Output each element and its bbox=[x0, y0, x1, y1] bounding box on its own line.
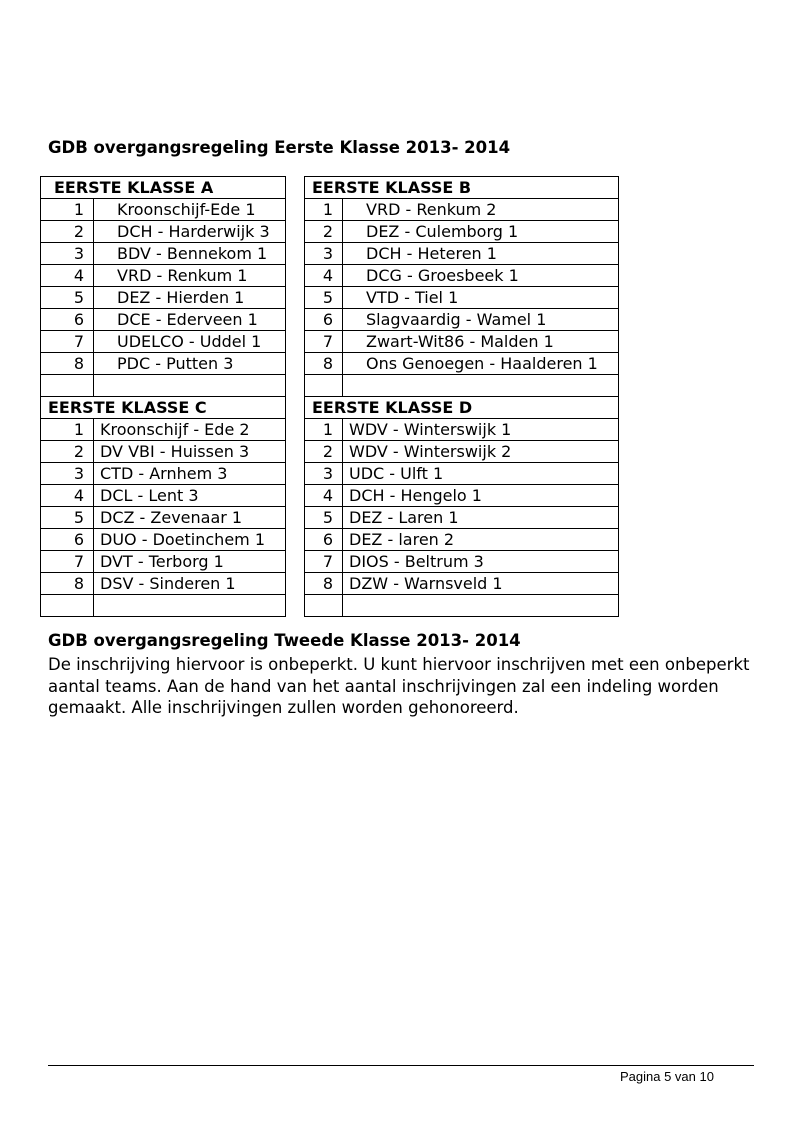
table-header-row bbox=[41, 177, 619, 199]
rank-cell: 3 bbox=[41, 463, 94, 485]
table-row bbox=[41, 551, 619, 573]
empty-cell bbox=[41, 595, 94, 617]
rank-cell: 2 bbox=[305, 441, 343, 463]
team-cell: DVT - Terborg 1 bbox=[94, 551, 286, 573]
team-cell: DEZ - Laren 1 bbox=[343, 507, 619, 529]
team-cell: DEZ - Culemborg 1 bbox=[343, 221, 619, 243]
rank-cell: 6 bbox=[41, 529, 94, 551]
column-gap bbox=[286, 485, 305, 507]
rank-cell: 4 bbox=[305, 265, 343, 287]
column-gap bbox=[286, 419, 305, 441]
rank-cell: 5 bbox=[305, 507, 343, 529]
team-cell: DCZ - Zevenaar 1 bbox=[94, 507, 286, 529]
rank-cell: 5 bbox=[41, 287, 94, 309]
rank-cell: 6 bbox=[305, 309, 343, 331]
column-gap bbox=[286, 177, 305, 199]
rank-cell: 2 bbox=[41, 441, 94, 463]
team-cell: Zwart-Wit86 - Malden 1 bbox=[343, 331, 619, 353]
rank-cell: 3 bbox=[41, 243, 94, 265]
column-gap bbox=[286, 353, 305, 375]
section-paragraph: De inschrijving hiervoor is onbeperkt. U kunt hiervoor inschrijven met een onbeperkt aantal teams. Aan de hand van het aantal inschrijvingen zal een indeling worden gemaakt. Alle inschrijvingen zullen worden gehonoreerd. bbox=[48, 655, 750, 717]
team-cell: VRD - Renkum 2 bbox=[343, 199, 619, 221]
table-row bbox=[41, 287, 619, 309]
team-cell: DCH - Harderwijk 3 bbox=[94, 221, 286, 243]
empty-cell bbox=[94, 595, 286, 617]
team-cell: BDV - Bennekom 1 bbox=[94, 243, 286, 265]
page-number: Pagina 5 van 10 bbox=[620, 1069, 714, 1084]
table-row bbox=[41, 221, 619, 243]
team-cell: VTD - Tiel 1 bbox=[343, 287, 619, 309]
team-cell: CTD - Arnhem 3 bbox=[94, 463, 286, 485]
table-row bbox=[41, 353, 619, 375]
column-gap bbox=[286, 375, 305, 397]
empty-cell bbox=[343, 375, 619, 397]
table-row bbox=[41, 199, 619, 221]
rank-cell: 6 bbox=[41, 309, 94, 331]
column-gap bbox=[286, 309, 305, 331]
rank-cell: 3 bbox=[305, 463, 343, 485]
team-cell: UDC - Ulft 1 bbox=[343, 463, 619, 485]
table-header-row bbox=[41, 397, 619, 419]
table-row bbox=[41, 265, 619, 287]
rank-cell: 4 bbox=[305, 485, 343, 507]
team-cell: DCE - Ederveen 1 bbox=[94, 309, 286, 331]
group-header-c: EERSTE KLASSE C bbox=[41, 397, 286, 419]
team-cell: DUO - Doetinchem 1 bbox=[94, 529, 286, 551]
column-gap bbox=[286, 529, 305, 551]
column-gap bbox=[286, 199, 305, 221]
table-row bbox=[41, 419, 619, 441]
column-gap bbox=[286, 441, 305, 463]
rank-cell: 8 bbox=[41, 353, 94, 375]
team-cell: UDELCO - Uddel 1 bbox=[94, 331, 286, 353]
rank-cell: 6 bbox=[305, 529, 343, 551]
rank-cell: 5 bbox=[305, 287, 343, 309]
rank-cell: 8 bbox=[305, 573, 343, 595]
team-cell: WDV - Winterswijk 1 bbox=[343, 419, 619, 441]
rank-cell: 8 bbox=[305, 353, 343, 375]
team-cell: VRD - Renkum 1 bbox=[94, 265, 286, 287]
team-cell: DCH - Heteren 1 bbox=[343, 243, 619, 265]
rank-cell: 7 bbox=[305, 551, 343, 573]
table-row bbox=[41, 485, 619, 507]
column-gap bbox=[286, 551, 305, 573]
table-row bbox=[41, 331, 619, 353]
team-cell: Slagvaardig - Wamel 1 bbox=[343, 309, 619, 331]
rank-cell: 5 bbox=[41, 507, 94, 529]
empty-cell bbox=[41, 375, 94, 397]
group-header-d: EERSTE KLASSE D bbox=[305, 397, 619, 419]
team-cell: DCL - Lent 3 bbox=[94, 485, 286, 507]
column-gap bbox=[286, 331, 305, 353]
table-row bbox=[41, 573, 619, 595]
page-title: GDB overgangsregeling Eerste Klasse 2013- 2014 bbox=[48, 138, 511, 157]
team-cell: DEZ - laren 2 bbox=[343, 529, 619, 551]
klasse-table bbox=[40, 176, 619, 617]
rank-cell: 7 bbox=[41, 331, 94, 353]
team-cell: PDC - Putten 3 bbox=[94, 353, 286, 375]
table-row bbox=[41, 463, 619, 485]
column-gap bbox=[286, 221, 305, 243]
empty-cell bbox=[94, 375, 286, 397]
table-row bbox=[41, 243, 619, 265]
rank-cell: 1 bbox=[305, 199, 343, 221]
team-cell: WDV - Winterswijk 2 bbox=[343, 441, 619, 463]
group-header-a: EERSTE KLASSE A bbox=[41, 177, 286, 199]
group-header-b: EERSTE KLASSE B bbox=[305, 177, 619, 199]
empty-cell bbox=[305, 595, 343, 617]
rank-cell: 8 bbox=[41, 573, 94, 595]
rank-cell: 4 bbox=[41, 485, 94, 507]
rank-cell: 2 bbox=[41, 221, 94, 243]
section-title-tweede-klasse: GDB overgangsregeling Tweede Klasse 2013- 2014 bbox=[48, 631, 521, 650]
rank-cell: 2 bbox=[305, 221, 343, 243]
team-cell: DSV - Sinderen 1 bbox=[94, 573, 286, 595]
column-gap bbox=[286, 573, 305, 595]
table-row bbox=[41, 441, 619, 463]
team-cell: Kroonschijf - Ede 2 bbox=[94, 419, 286, 441]
empty-row bbox=[41, 595, 619, 617]
column-gap bbox=[286, 507, 305, 529]
column-gap bbox=[286, 463, 305, 485]
rank-cell: 4 bbox=[41, 265, 94, 287]
rank-cell: 3 bbox=[305, 243, 343, 265]
team-cell: DCH - Hengelo 1 bbox=[343, 485, 619, 507]
team-cell: DIOS - Beltrum 3 bbox=[343, 551, 619, 573]
table-row bbox=[41, 309, 619, 331]
empty-row bbox=[41, 375, 619, 397]
table-row bbox=[41, 507, 619, 529]
team-cell: DEZ - Hierden 1 bbox=[94, 287, 286, 309]
empty-cell bbox=[343, 595, 619, 617]
column-gap bbox=[286, 287, 305, 309]
footer-divider bbox=[48, 1065, 754, 1066]
team-cell: DCG - Groesbeek 1 bbox=[343, 265, 619, 287]
rank-cell: 1 bbox=[305, 419, 343, 441]
team-cell: DZW - Warnsveld 1 bbox=[343, 573, 619, 595]
rank-cell: 1 bbox=[41, 199, 94, 221]
column-gap bbox=[286, 397, 305, 419]
team-cell: DV VBI - Huissen 3 bbox=[94, 441, 286, 463]
rank-cell: 7 bbox=[41, 551, 94, 573]
rank-cell: 1 bbox=[41, 419, 94, 441]
empty-cell bbox=[305, 375, 343, 397]
table-row bbox=[41, 529, 619, 551]
rank-cell: 7 bbox=[305, 331, 343, 353]
column-gap bbox=[286, 265, 305, 287]
column-gap bbox=[286, 595, 305, 617]
team-cell: Kroonschijf-Ede 1 bbox=[94, 199, 286, 221]
column-gap bbox=[286, 243, 305, 265]
team-cell: Ons Genoegen - Haalderen 1 bbox=[343, 353, 619, 375]
